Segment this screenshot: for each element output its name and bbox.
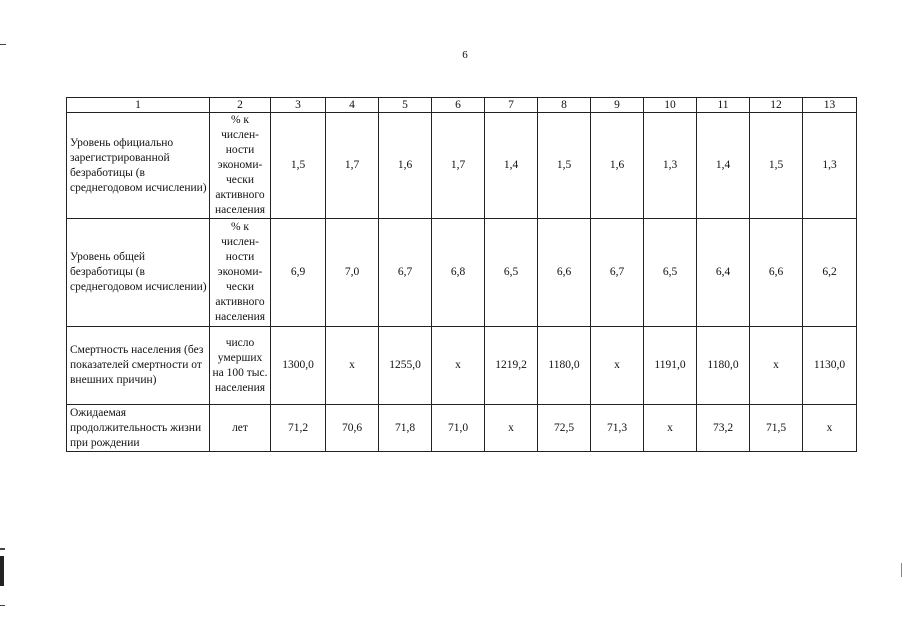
table-cell: 70,6 xyxy=(326,405,379,452)
table-cell: 6,6 xyxy=(750,219,803,327)
table-cell: 71,3 xyxy=(591,405,644,452)
table-cell: 1,7 xyxy=(432,113,485,219)
table-cell: 72,5 xyxy=(538,405,591,452)
table-cell: 1,7 xyxy=(326,113,379,219)
column-number: 6 xyxy=(432,98,485,113)
column-number: 3 xyxy=(271,98,326,113)
table-cell: х xyxy=(750,327,803,405)
table-cell: 6,7 xyxy=(591,219,644,327)
row-label: Смертность населения (без показателей смертности от внешних причин) xyxy=(67,327,210,405)
table-cell: 6,5 xyxy=(644,219,697,327)
column-number: 13 xyxy=(803,98,857,113)
table-cell: 6,5 xyxy=(485,219,538,327)
table-cell: 1,5 xyxy=(271,113,326,219)
table-row xyxy=(67,327,857,405)
table-cell: х xyxy=(485,405,538,452)
page-number: 6 xyxy=(462,49,468,61)
scan-edge-mark xyxy=(901,563,902,577)
table-cell: 1,5 xyxy=(750,113,803,219)
row-unit: число умерших на 100 тыс. населения xyxy=(210,327,271,405)
table-cell: 1130,0 xyxy=(803,327,857,405)
row-label: Уровень общей безработицы (в среднегодовом исчислении) xyxy=(67,219,210,327)
column-number: 12 xyxy=(750,98,803,113)
column-number: 10 xyxy=(644,98,697,113)
table-cell: 6,2 xyxy=(803,219,857,327)
row-label: Ожидаемая продолжительность жизни при рождении xyxy=(67,405,210,452)
table-cell: 6,7 xyxy=(379,219,432,327)
table-cell: 6,9 xyxy=(271,219,326,327)
column-number: 4 xyxy=(326,98,379,113)
table-cell: 1,6 xyxy=(591,113,644,219)
table-cell: 1,3 xyxy=(644,113,697,219)
table-cell: 1180,0 xyxy=(697,327,750,405)
column-number: 8 xyxy=(538,98,591,113)
table-cell: 1191,0 xyxy=(644,327,697,405)
table-cell: 71,0 xyxy=(432,405,485,452)
table-cell: 6,4 xyxy=(697,219,750,327)
table-cell: 73,2 xyxy=(697,405,750,452)
header-row xyxy=(67,98,857,113)
table-cell: 1219,2 xyxy=(485,327,538,405)
table-cell: х xyxy=(432,327,485,405)
table-cell: х xyxy=(591,327,644,405)
column-number: 11 xyxy=(697,98,750,113)
scan-edge-mark xyxy=(0,556,4,586)
scan-edge-mark xyxy=(0,548,5,550)
column-number: 2 xyxy=(210,98,271,113)
column-number: 7 xyxy=(485,98,538,113)
table-cell: х xyxy=(803,405,857,452)
table-cell: 6,8 xyxy=(432,219,485,327)
table-cell: 1300,0 xyxy=(271,327,326,405)
row-unit: лет xyxy=(210,405,271,452)
column-number: 9 xyxy=(591,98,644,113)
table-cell: 1255,0 xyxy=(379,327,432,405)
scan-edge-mark xyxy=(0,605,5,606)
row-unit: % к числен-ности экономи-чески активного населения xyxy=(210,113,271,219)
table-cell: х xyxy=(326,327,379,405)
table-cell: 71,8 xyxy=(379,405,432,452)
table-cell: 6,6 xyxy=(538,219,591,327)
table-cell: х xyxy=(644,405,697,452)
column-number: 5 xyxy=(379,98,432,113)
table-cell: 1,3 xyxy=(803,113,857,219)
table-cell: 7,0 xyxy=(326,219,379,327)
table-cell: 1,6 xyxy=(379,113,432,219)
row-unit: % к числен-ности экономи-чески активного населения xyxy=(210,219,271,327)
scan-edge-mark xyxy=(0,44,6,45)
table-cell: 71,2 xyxy=(271,405,326,452)
table-cell: 1180,0 xyxy=(538,327,591,405)
table-row xyxy=(67,405,857,452)
indicators-table xyxy=(66,97,857,452)
column-number: 1 xyxy=(67,98,210,113)
table-cell: 1,4 xyxy=(485,113,538,219)
row-label: Уровень официально зарегистрированной безработицы (в среднегодовом исчислении) xyxy=(67,113,210,219)
table-cell: 1,5 xyxy=(538,113,591,219)
table-row xyxy=(67,113,857,219)
table-row xyxy=(67,219,857,327)
table-cell: 1,4 xyxy=(697,113,750,219)
table-cell: 71,5 xyxy=(750,405,803,452)
